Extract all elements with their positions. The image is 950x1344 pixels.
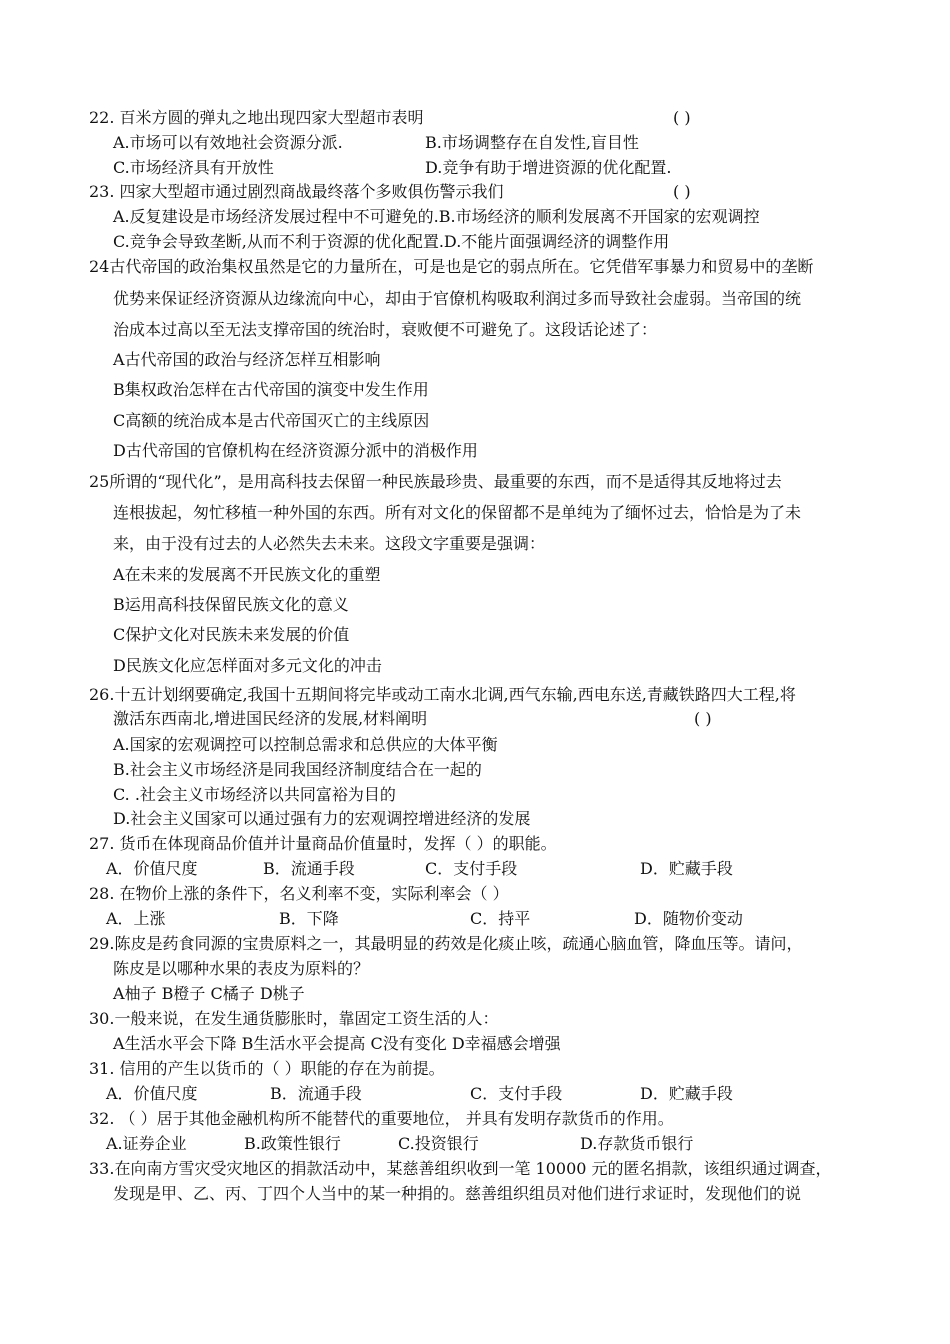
q33-stem-line1: 33.在向南方雪灾受灾地区的捐款活动中，某慈善组织收到一笔 10000 元的匿名捐款，该组织通过调查， [89,1159,832,1178]
q27-option-d: D．贮藏手段 [640,859,733,878]
q31-stem: 31. 信用的产生以货币的（ ）职能的存在为前提。 [89,1059,445,1078]
q23-options-ab: A.反复建设是市场经济发展过程中不可避免的.B.市场经济的顺利发展离不开国家的宏观调控 [113,207,760,226]
q25-option-d: D民族文化应怎样面对多元文化的冲击 [113,656,382,675]
q26-option-a: A.国家的宏观调控可以控制总需求和总供应的大体平衡 [113,735,498,754]
q23-options-cd: C.竞争会导致垄断,从而不利于资源的优化配置.D.不能片面强调经济的调整作用 [113,232,670,251]
q24-option-a: A古代帝国的政治与经济怎样互相影响 [113,350,381,369]
q28-option-d: D．随物价变动 [634,909,743,928]
q24-option-b: B集权政治怎样在古代帝国的演变中发生作用 [113,380,429,399]
q22-option-d: D.竞争有助于增进资源的优化配置. [425,158,672,177]
q22-option-b: B.市场调整存在自发性,盲目性 [425,133,639,152]
q26-answer-paren: ( ) [694,709,712,728]
q23-answer-paren: ( ) [673,182,691,201]
q30-options: A生活水平会下降 B生活水平会提高 C没有变化 D幸福感会增强 [113,1034,561,1053]
q25-stem-line3: 来，由于没有过去的人必然失去未来。这段文字重要是强调： [113,534,546,553]
q32-stem: 32. （ ）居于其他金融机构所不能替代的重要地位， 并具有发明存款货币的作用。 [89,1109,674,1128]
q29-stem-line2: 陈皮是以哪种水果的表皮为原料的？ [113,959,370,978]
q31-option-b: B．流通手段 [270,1084,362,1103]
q22-option-c: C.市场经济具有开放性 [113,158,274,177]
q26-option-d: D.社会主义国家可以通过强有力的宏观调控增进经济的发展 [113,809,531,828]
q24-stem-line2: 优势来保证经济资源从边缘流向中心，却由于官僚机构吸取利润过多而导致社会虚弱。当帝国的统 [113,289,802,308]
q27-stem: 27. 货币在体现商品价值并计量商品价值量时，发挥（ ）的职能。 [89,834,557,853]
q31-option-d: D．贮藏手段 [640,1084,733,1103]
q25-stem-line1: 25所谓的“现代化”，是用高科技去保留一种民族最珍贵、最重要的东西，而不是适得其反地将过去 [89,472,782,491]
q28-option-b: B．下降 [279,909,339,928]
q25-option-a: A在未来的发展离不开民族文化的重塑 [113,565,381,584]
q22-answer-paren: ( ) [673,108,691,127]
q25-stem-line2: 连根拔起，匆忙移植一种外国的东西。所有对文化的保留都不是单纯为了缅怀过去，恰恰是为了未 [113,503,802,522]
q32-option-b: B.政策性银行 [244,1134,341,1153]
q30-stem: 30.一般来说，在发生通货膨胀时，靠固定工资生活的人： [89,1009,499,1028]
q28-option-c: C．持平 [470,909,531,928]
q32-option-c: C.投资银行 [398,1134,479,1153]
q31-option-a: A．价值尺度 [106,1084,198,1103]
q33-stem-line2: 发现是甲、乙、丙、丁四个人当中的某一种捐的。慈善组织组员对他们进行求证时，发现他们的说 [113,1184,802,1203]
q24-option-c: C高额的统治成本是古代帝国灭亡的主线原因 [113,411,430,430]
q27-option-a: A．价值尺度 [106,859,198,878]
q25-option-b: B运用高科技保留民族文化的意义 [113,595,349,614]
q26-option-b: B.社会主义市场经济是同我国经济制度结合在一起的 [113,760,482,779]
q25-option-c: C保护文化对民族未来发展的价值 [113,625,350,644]
q29-options: A柚子 B橙子 C橘子 D桃子 [113,984,305,1003]
q24-option-d: D古代帝国的官僚机构在经济资源分派中的消极作用 [113,441,478,460]
q28-option-a: A．上涨 [106,909,166,928]
q26-stem-line2: 激活东西南北,增进国民经济的发展,材料阐明 [113,709,428,728]
q26-option-c: C. .社会主义市场经济以共同富裕为目的 [113,785,396,804]
q29-stem-line1: 29.陈皮是药食同源的宝贵原料之一，其最明显的药效是化痰止咳，疏通心脑血管，降血压等。请问， [89,934,803,953]
q26-stem-line1: 26.十五计划纲要确定,我国十五期间将完毕或动工南水北调,西气东输,西电东送,青藏铁路四大工程,将 [89,685,796,704]
q32-option-d: D.存款货币银行 [580,1134,694,1153]
q24-stem-line3: 治成本过高以至无法支撑帝国的统治时，衰败便不可避免了。这段话论述了： [113,320,658,339]
q27-option-b: B．流通手段 [263,859,355,878]
q24-stem-line1: 24古代帝国的政治集权虽然是它的力量所在，可是也是它的弱点所在。它凭借军事暴力和贸易中的垄断 [89,257,814,276]
q31-option-c: C．支付手段 [470,1084,563,1103]
q27-option-c: C．支付手段 [425,859,518,878]
q28-stem: 28. 在物价上涨的条件下，名义利率不变，实际利率会（ ） [89,884,509,903]
q22-stem: 22. 百米方圆的弹丸之地出现四家大型超市表明 [89,108,424,127]
q23-stem: 23. 四家大型超市通过剧烈商战最终落个多败俱伤警示我们 [89,182,504,201]
q22-option-a: A.市场可以有效地社会资源分派. [113,133,343,152]
q32-option-a: A.证券企业 [106,1134,187,1153]
